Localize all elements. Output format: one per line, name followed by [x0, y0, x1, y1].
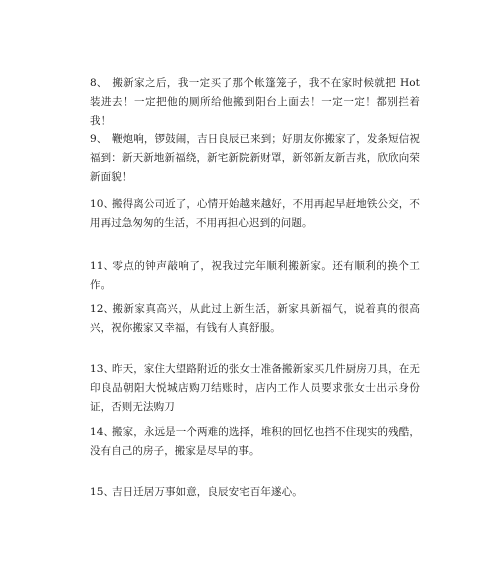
- list-item: [90, 483, 420, 502]
- list-item: [90, 360, 420, 417]
- list-item: [90, 74, 420, 131]
- item-text: 零点的钟声敲响了，祝我过完年顺利搬新家。还有顺利的换个工作。: [90, 260, 420, 291]
- item-text: 昨天，家住大望路附近的张女士准备搬新家买几件厨房刀具，在无印良品朝阳大悦城店购刀结账时，店内工作人员要求张女士出示身份证，否则无法购刀: [90, 363, 420, 413]
- item-text: 搬家，永远是一个两难的选择，堆积的回忆也挡不住现实的残酷，没有自己的房子，搬家是尽早的事。: [90, 426, 420, 457]
- item-number: 9、: [90, 133, 108, 145]
- list-item: [90, 423, 420, 461]
- item-number: 14、: [90, 426, 115, 438]
- item-number: 10、: [90, 198, 115, 210]
- item-text: 搬新家真高兴，从此过上新生活，新家具新福气，说着真的很高兴，祝你搬家又幸福，有钱有人真舒服。: [90, 303, 420, 334]
- item-text: 搬得离公司近了，心情开始越来越好，不用再起早赶地铁公交，不用再过急匆匆的生活，不用再担心迟到的问题。: [90, 198, 420, 229]
- item-number: 13、: [90, 363, 115, 375]
- item-text: 搬新家之后，我一定买了那个帐篷笼子，我不在家时候就把 Hot 装进去！一定把他的厕所给他搬到阳台上面去！一定一定！都别拦着我！: [90, 77, 420, 127]
- item-number: 15、: [90, 486, 115, 498]
- list-item: [90, 130, 420, 187]
- list-item: [90, 257, 420, 295]
- list-item: [90, 195, 420, 233]
- item-text: 鞭炮响，锣鼓闹，吉日良辰已来到；好朋友你搬家了，发条短信祝福到：新天新地新福绕，新宅新院新财罩，新邻新友新吉兆，欣欣向荣新面貌！: [90, 133, 420, 183]
- item-number: 11、: [90, 260, 115, 272]
- item-number: 12、: [90, 303, 115, 315]
- list-item: [90, 300, 420, 338]
- item-number: 8、: [90, 77, 108, 89]
- item-text: 吉日迁居万事如意，良辰安宅百年遂心。: [112, 486, 303, 498]
